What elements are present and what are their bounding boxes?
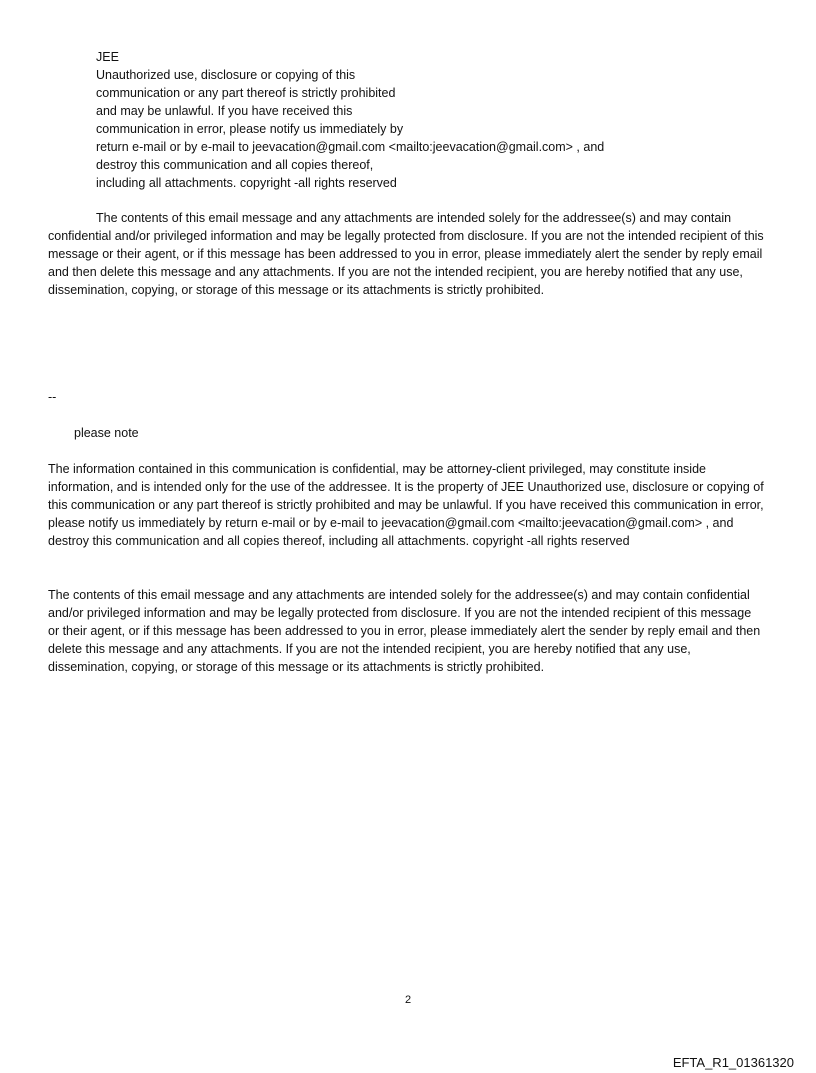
disclaimer-line: destroy this communication and all copies thereof, xyxy=(96,158,374,172)
page-number: 2 xyxy=(404,994,412,1006)
disclaimer-line: communication in error, please notify us immediately by xyxy=(96,122,404,136)
disclaimer-line: JEE xyxy=(96,50,119,64)
disclaimer-line: communication or any part thereof is strictly prohibited xyxy=(96,86,396,100)
bates-number: EFTA_R1_01361320 xyxy=(672,1055,794,1070)
disclaimer-line: including all attachments. copyright -all rights reserved xyxy=(96,176,397,190)
disclaimer-line: and may be unlawful. If you have received this xyxy=(96,104,353,118)
confidentiality-paragraph-1: The contents of this email message and any attachments are intended solely for the addressee(s) and may contain confidential and/or privileged information and may be legally protected from disclosure. If you are not the intended recipient of this message or their agent, or if this message has been addressed to you in error, please immediately alert the sender by reply email and then delete this message and any attachments. If you are not the intended recipient, you are hereby notified that any use, dissemination, copying, or storage of this message or its attachments is strictly prohibited. xyxy=(48,211,764,297)
confidentiality-paragraph-2: The information contained in this communication is confidential, may be attorney-client privileged, may constitute inside information, and is intended only for the use of the addressee. It is the property of JEE Unauthorized use, disclosure or copying of this communication or any part thereof is strictly prohibited and may be unlawful. If you have received this communication in error, please notify us immediately by return e-mail or by e-mail to jeevacation@gmail.com <mailto:jeevacation@gmail.com> , and destroy this communication and all copies thereof, including all attachments. copyright -all rights reserved xyxy=(48,462,764,548)
please-note-heading: please note xyxy=(74,426,139,440)
disclaimer-line: return e-mail or by e-mail to jeevacation@gmail.com <mailto:jeevacation@gmail.com> , and xyxy=(96,140,605,154)
confidentiality-paragraph-3: The contents of this email message and any attachments are intended solely for the addressee(s) and may contain confidential and/or privileged information and may be legally protected from disclosure. If you are not the intended recipient of this message or their agent, or if this message has been addressed to you in error, please immediately alert the sender by reply email and then delete this message and any attachments. If you are not the intended recipient, you are hereby notified that any use, dissemination, copying, or storage of this message or its attachments is strictly prohibited. xyxy=(48,588,761,674)
disclaimer-block xyxy=(96,48,736,192)
disclaimer-line: Unauthorized use, disclosure or copying of this xyxy=(96,68,356,82)
signature-separator: -- xyxy=(48,390,57,404)
